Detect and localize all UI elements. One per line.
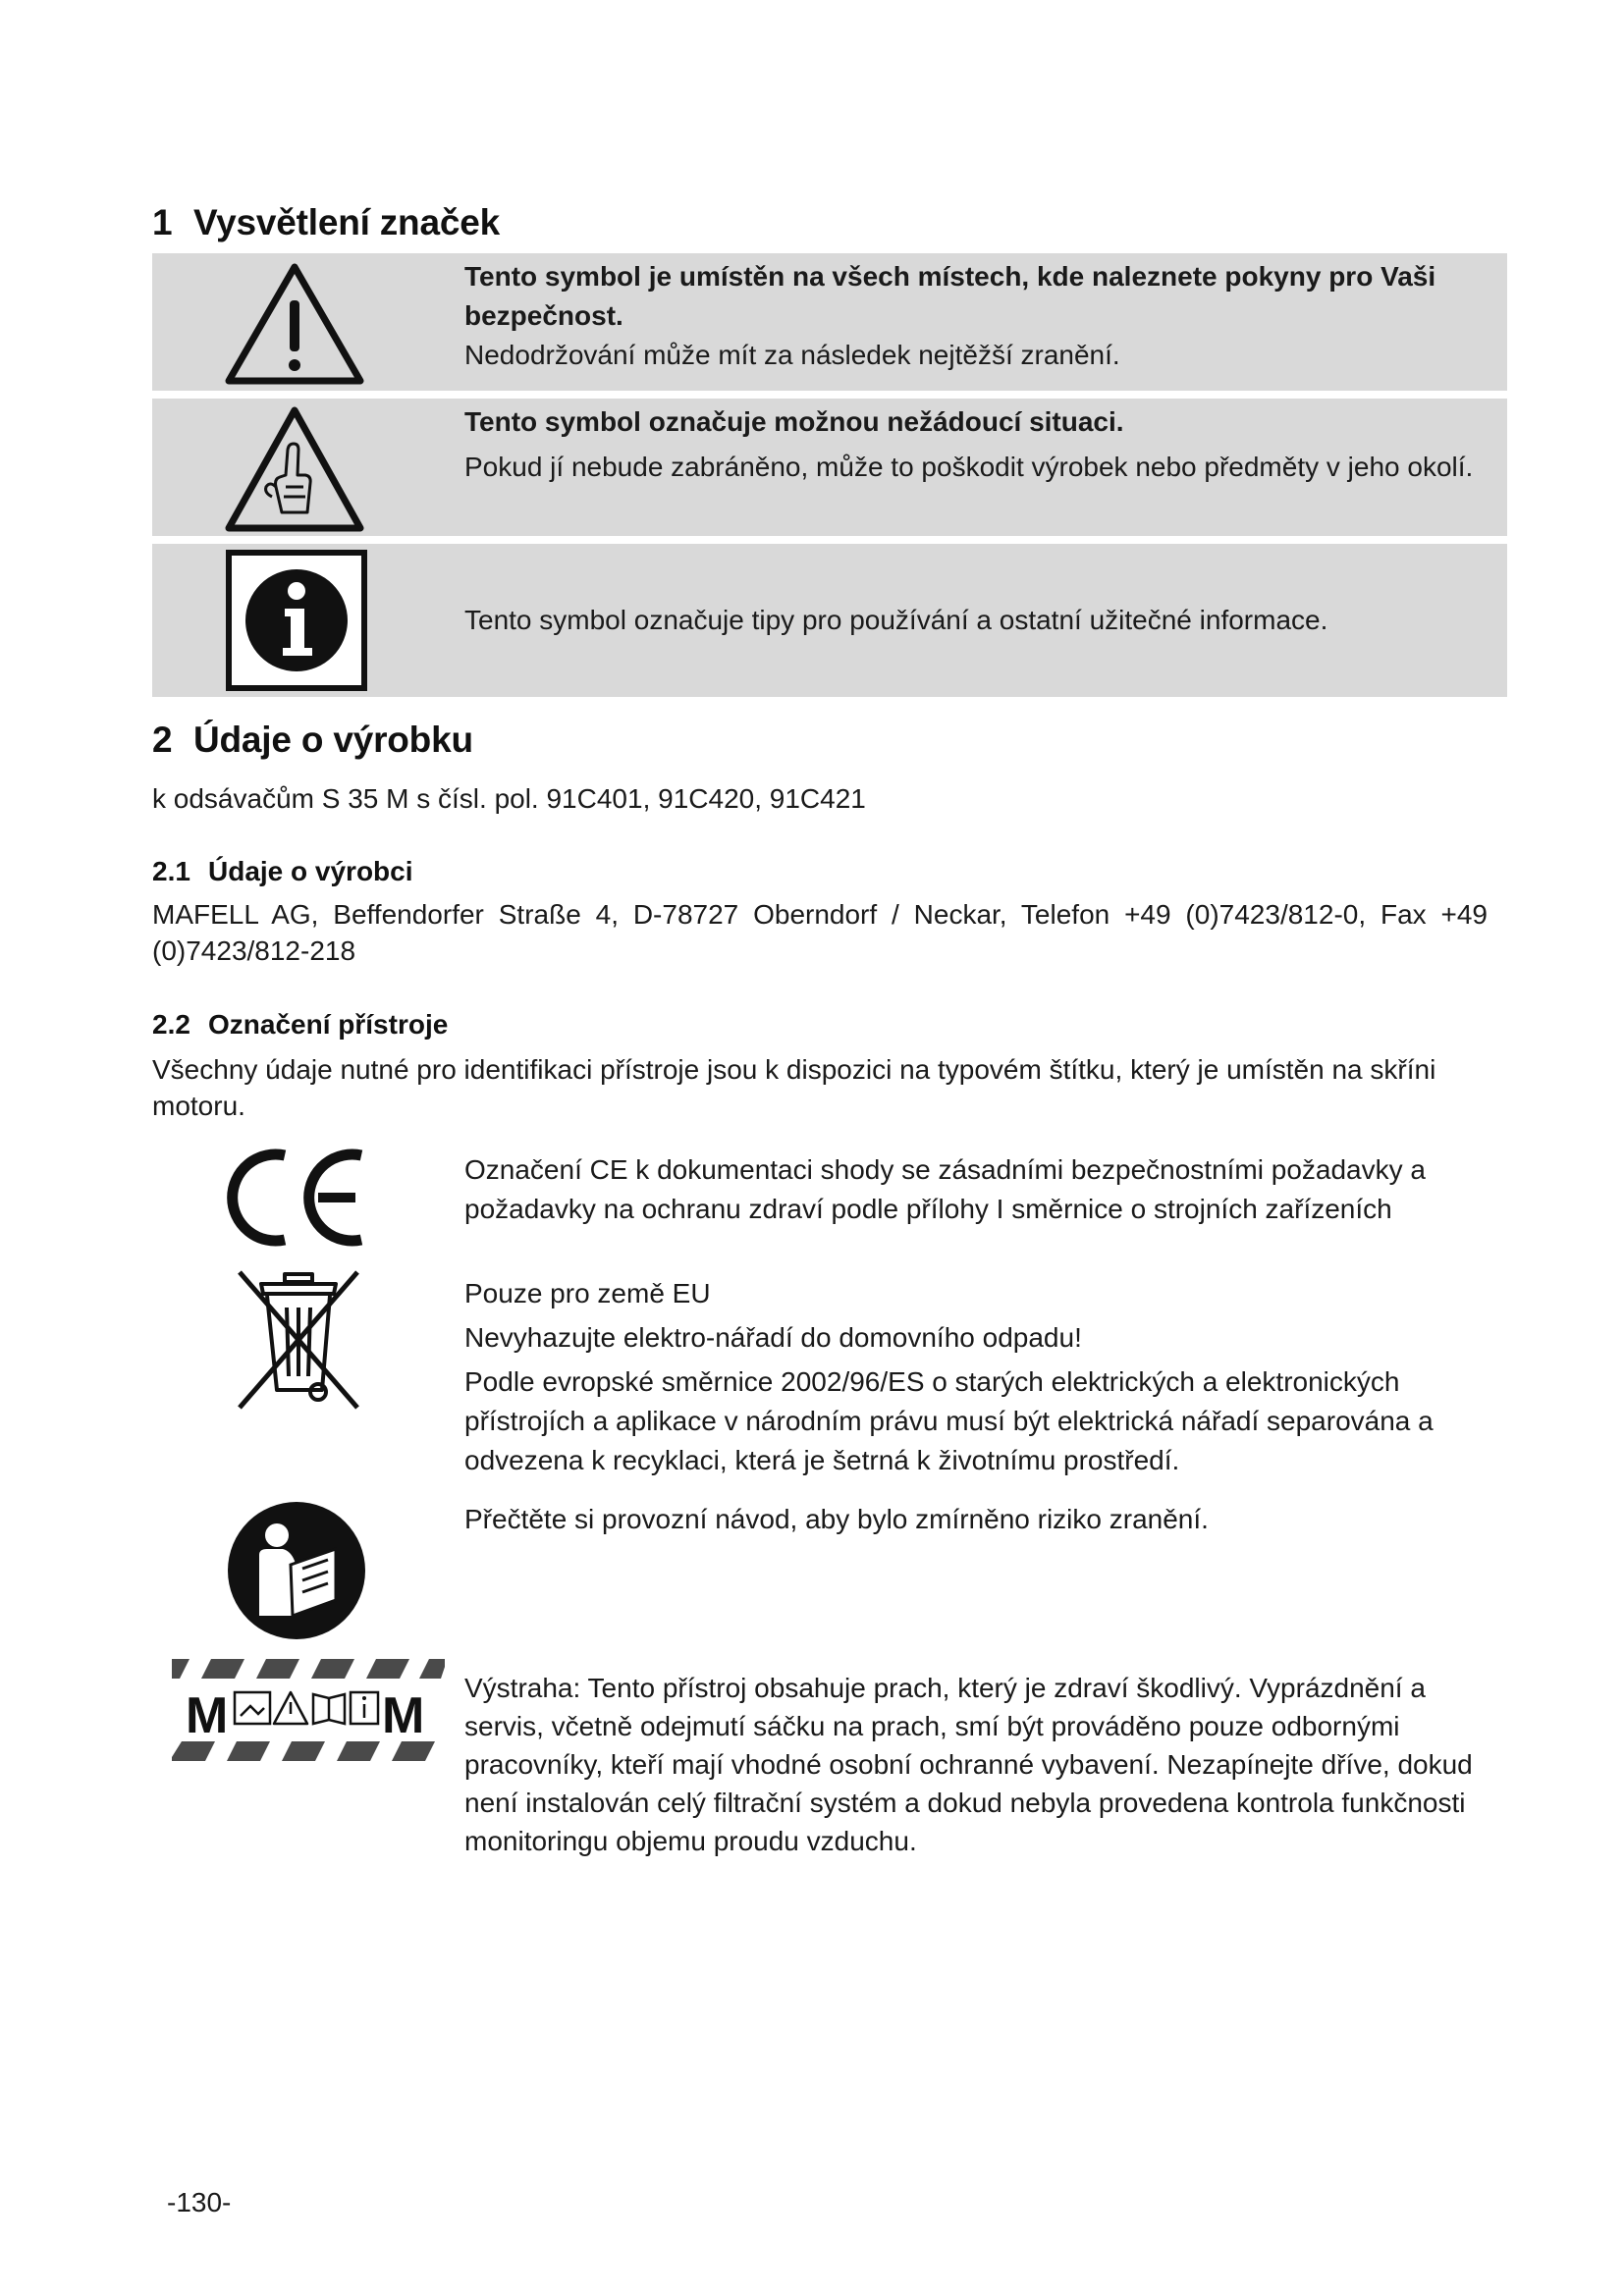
dust-class-letter-right: M [382,1687,425,1744]
manufacturer-fax-line: (0)7423/812-218 [152,935,356,966]
info-icon [226,550,367,691]
weee-description [464,1274,1486,1480]
identification-text-line: motoru. [152,1091,245,1121]
ce-mark-description [464,1150,1486,1229]
marking-text-line: Přečtěte si provozní návod, aby bylo zmírněno riziko zranění. [464,1504,1209,1534]
section-title: Vysvětlení značek [193,202,500,242]
symbol-description [464,601,1486,640]
subsection-2-1-heading [152,856,413,887]
section-2-heading [152,720,473,761]
marking-text-line: Nevyhazujte elektro-nářadí do domovního odpadu! [464,1322,1082,1353]
symbol-normal-text: Nedodržování může mít za následek nejtěžší zranění. [464,340,1120,370]
section-title: Údaje o výrobku [193,720,473,760]
marking-text-line: Podle evropské směrnice 2002/96/ES o starých elektrických a elektronických [464,1366,1400,1397]
identification-text-line: Všechny údaje nutné pro identifikaci přístroje jsou k dispozici na typovém štítku, který je umístěn na skříni [152,1054,1436,1085]
warning-hand-icon [221,402,368,534]
subsection-title: Označení přístroje [208,1009,449,1040]
read-manual-icon [226,1500,367,1641]
marking-text-line: požadavky na ochranu zdraví podle přílohy I směrnice o strojních zařízeních [464,1194,1392,1224]
section-number: 2 [152,720,173,760]
ce-mark-icon [224,1144,371,1252]
subsection-number: 2.1 [152,856,190,886]
symbol-description [464,402,1486,487]
marking-text-line: monitoringu objemu proudu vzduchu. [464,1826,917,1856]
marking-text-line: servis, včetně odejmutí sáčku na prach, smí být prováděno pouze odbornými [464,1711,1400,1741]
warning-exclamation-icon [221,259,368,387]
product-intro-text: k odsávačům S 35 M s čísl. pol. 91C401, 91C420, 91C421 [152,783,866,814]
marking-text-line: pracovníky, kteří mají vhodné osobní ochranné vybavení. Nezapínejte dříve, dokud [464,1749,1473,1780]
subsection-number: 2.2 [152,1009,190,1040]
symbol-row-warning [152,253,1507,391]
marking-text-line: není instalován celý filtrační systém a dokud nebyla provedena kontrola funkčnosti [464,1788,1466,1818]
subsection-title: Údaje o výrobci [208,856,413,886]
marking-text-line: Výstraha: Tento přístroj obsahuje prach, který je zdraví škodlivý. Vyprázdnění a [464,1673,1426,1703]
manufacturer-address-line: MAFELL AG, Beffendorfer Straße 4, D-78727 Oberndorf / Neckar, Telefon +49 (0)7423/812-0, Fax +49 [152,899,1488,930]
symbol-bold-text: Tento symbol označuje možnou nežádoucí situaci. [464,406,1124,437]
symbol-normal-text: Tento symbol označuje tipy pro používání a ostatní užitečné informace. [464,605,1328,635]
crossed-bin-icon [232,1266,365,1414]
section-number: 1 [152,202,173,242]
marking-text-line: odvezena k recyklaci, která je šetrná k životnímu prostředí. [464,1445,1180,1475]
marking-text-line: přístrojích a aplikace v národním právu musí být elektrická nářadí separována a [464,1406,1434,1436]
marking-text-line: Označení CE k dokumentaci shody se zásadními bezpečnostními požadavky a [464,1154,1426,1185]
symbol-normal-text: Pokud jí nebude zabráněno, může to poškodit výrobek nebo předměty v jeho okolí. [464,452,1474,482]
symbol-row-caution [152,399,1507,536]
dust-class-letter-left: M [186,1687,229,1744]
page-number: -130- [167,2187,232,2217]
read-manual-description [464,1500,1486,1539]
section-1-heading [152,202,500,243]
symbol-row-info [152,544,1507,697]
marking-text-line: Pouze pro země EU [464,1278,711,1308]
symbol-bold-text: Tento symbol je umístěn na všech místech, kde naleznete pokyny pro Vaši bezpečnost. [464,261,1436,331]
symbol-description [464,257,1486,375]
subsection-2-2-heading [152,1009,448,1041]
dust-class-m-label-icon [172,1659,445,1761]
dust-warning-description [464,1669,1486,1860]
